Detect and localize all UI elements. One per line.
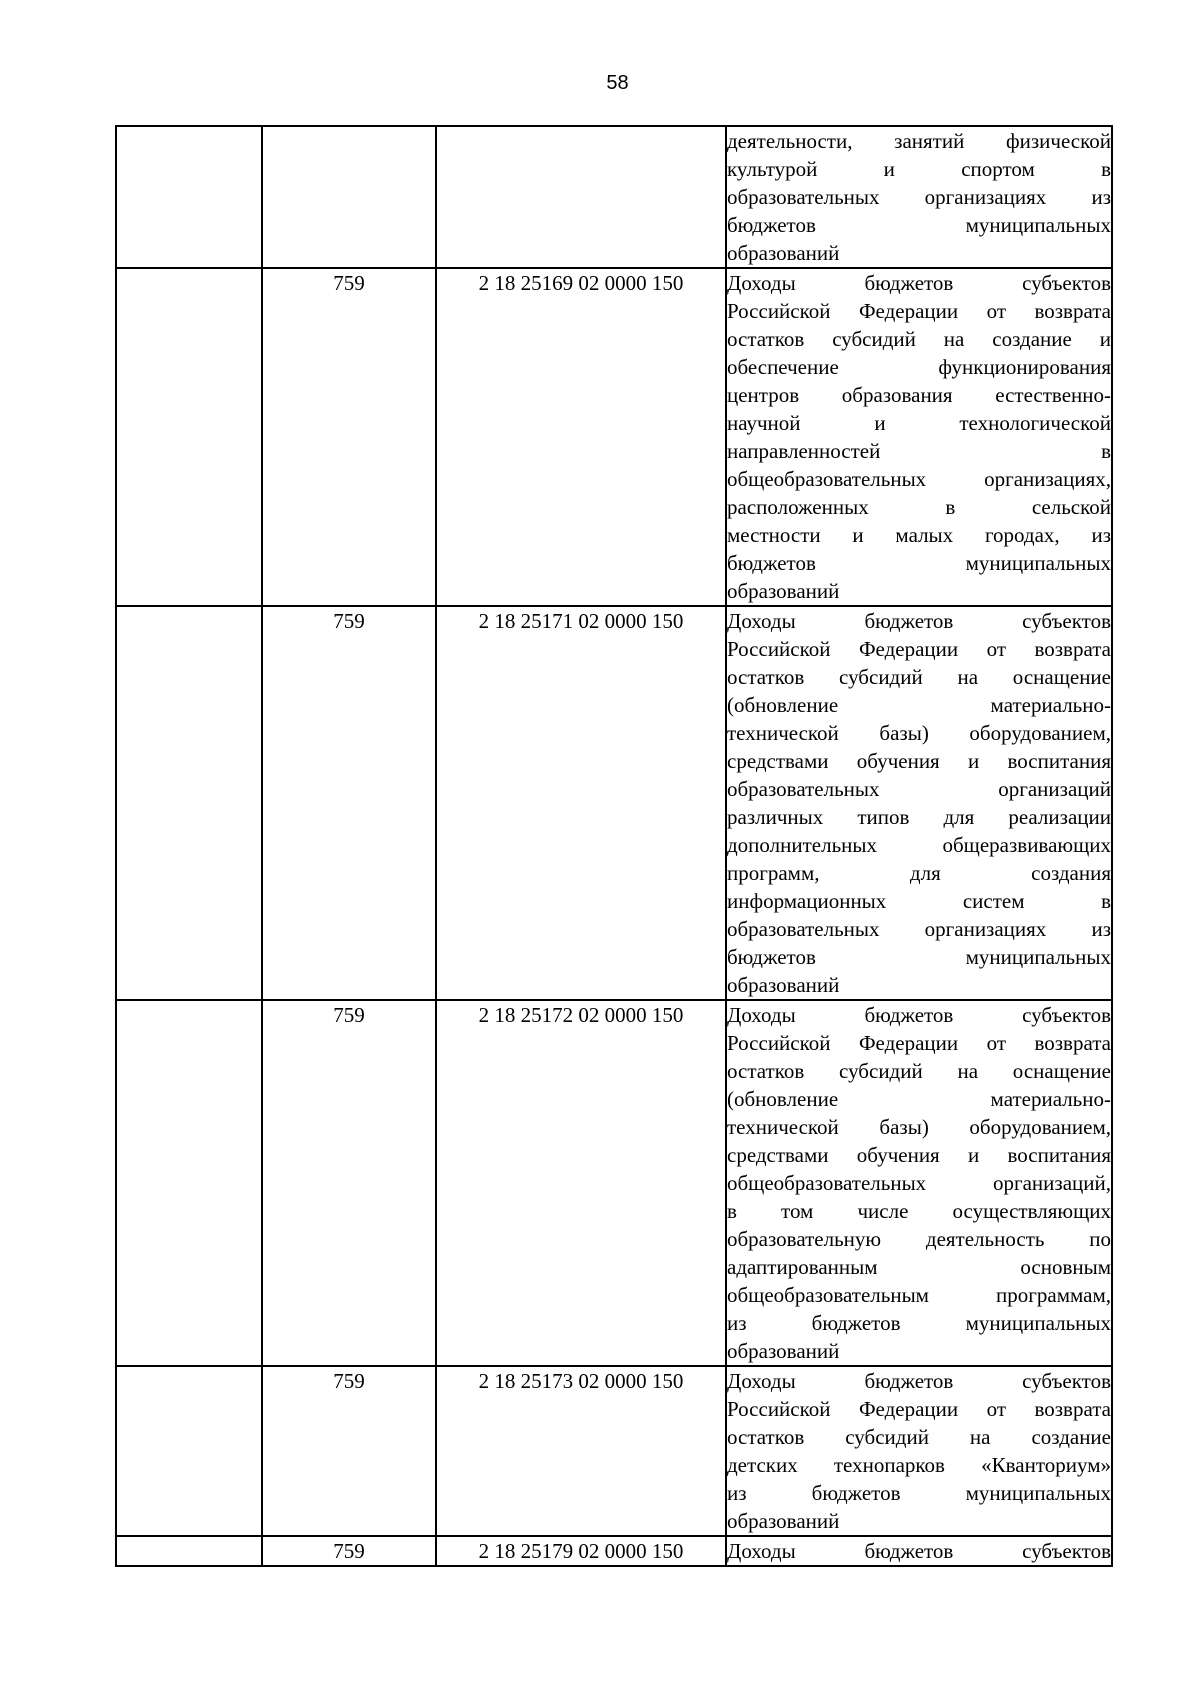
description-line: средствами обучения и воспитания [727,1143,1111,1167]
description-line: дополнительных общеразвивающих [727,833,1111,857]
description-line: центров образования естественно- [727,383,1111,407]
description-line: образований [727,1509,840,1533]
table-row [116,126,1112,268]
description-line: образований [727,1339,840,1363]
description-line: различных типов для реализации [727,805,1111,829]
admin-code-cell: 759 [262,1366,436,1536]
table-row [116,606,1112,1000]
description-line: Российской Федерации от возврата [727,1397,1111,1421]
description-line: общеобразовательных организаций, [727,1171,1111,1195]
description-line: расположенных в сельской [727,495,1111,519]
description-line: направленностей в [727,439,1111,463]
description-line: Российской Федерации от возврата [727,1031,1111,1055]
description-line: (обновление материально- [727,693,1111,717]
admin-code-cell: 759 [262,268,436,606]
description-line: общеобразовательных организациях, [727,467,1111,491]
admin-code-cell: 759 [262,606,436,1000]
description-cell [726,126,1112,268]
description-cell [726,1536,1112,1566]
description-line: остатков субсидий на создание [727,1425,1111,1449]
description-line: Российской Федерации от возврата [727,299,1111,323]
description-line: информационных систем в [727,889,1111,913]
table-row [116,268,1112,606]
description-cell [726,1000,1112,1366]
description-line: культурой и спортом в [727,157,1111,181]
empty-cell [116,1000,262,1366]
empty-cell [116,606,262,1000]
description-line: детских технопарков «Кванториум» [727,1453,1111,1477]
description-line: из бюджетов муниципальных [727,1481,1111,1505]
description-line: образований [727,579,840,603]
empty-cell [116,268,262,606]
description-line: Доходы бюджетов субъектов [727,1539,1111,1563]
kbk-code-cell: 2 18 25179 02 0000 150 [436,1536,726,1566]
description-cell [726,606,1112,1000]
description-line: образовательных организациях из [727,185,1111,209]
description-line: остатков субсидий на оснащение [727,665,1111,689]
description-line: технической базы) оборудованием, [727,721,1111,745]
description-line: Доходы бюджетов субъектов [727,1369,1111,1393]
description-line: общеобразовательным программам, [727,1283,1111,1307]
description-line: научной и технологической [727,411,1111,435]
table-row [116,1366,1112,1536]
table-row [116,1536,1112,1566]
description-line: остатков субсидий на оснащение [727,1059,1111,1083]
description-cell [726,1366,1112,1536]
admin-code-cell: 759 [262,1000,436,1366]
kbk-code-cell: 2 18 25169 02 0000 150 [436,268,726,606]
description-line: деятельности, занятий физической [727,129,1111,153]
description-line: Доходы бюджетов субъектов [727,1003,1111,1027]
description-line: Доходы бюджетов субъектов [727,271,1111,295]
table-row [116,1000,1112,1366]
description-line: технической базы) оборудованием, [727,1115,1111,1139]
description-line: в том числе осуществляющих [727,1199,1111,1223]
budget-codes-table [115,125,1113,1567]
description-line: бюджетов муниципальных [727,213,1111,237]
description-line: бюджетов муниципальных [727,945,1111,969]
description-line: Доходы бюджетов субъектов [727,609,1111,633]
page-number: 58 [606,72,629,94]
description-cell [726,268,1112,606]
kbk-code-cell: 2 18 25171 02 0000 150 [436,606,726,1000]
description-line: образований [727,241,840,265]
description-line: образовательную деятельность по [727,1227,1111,1251]
description-line: Российской Федерации от возврата [727,637,1111,661]
description-line: (обновление материально- [727,1087,1111,1111]
description-line: местности и малых городах, из [727,523,1111,547]
description-line: образовательных организаций [727,777,1111,801]
description-line: бюджетов муниципальных [727,551,1111,575]
admin-code-cell: 759 [262,1536,436,1566]
kbk-code-cell [436,126,726,268]
admin-code-cell [262,126,436,268]
description-line: программ, для создания [727,861,1111,885]
description-line: адаптированным основным [727,1255,1111,1279]
description-line: обеспечение функционирования [727,355,1111,379]
empty-cell [116,1366,262,1536]
description-line: образовательных организациях из [727,917,1111,941]
description-line: средствами обучения и воспитания [727,749,1111,773]
kbk-code-cell: 2 18 25172 02 0000 150 [436,1000,726,1366]
empty-cell [116,1536,262,1566]
description-line: остатков субсидий на создание и [727,327,1111,351]
empty-cell [116,126,262,268]
description-line: образований [727,973,840,997]
kbk-code-cell: 2 18 25173 02 0000 150 [436,1366,726,1536]
description-line: из бюджетов муниципальных [727,1311,1111,1335]
